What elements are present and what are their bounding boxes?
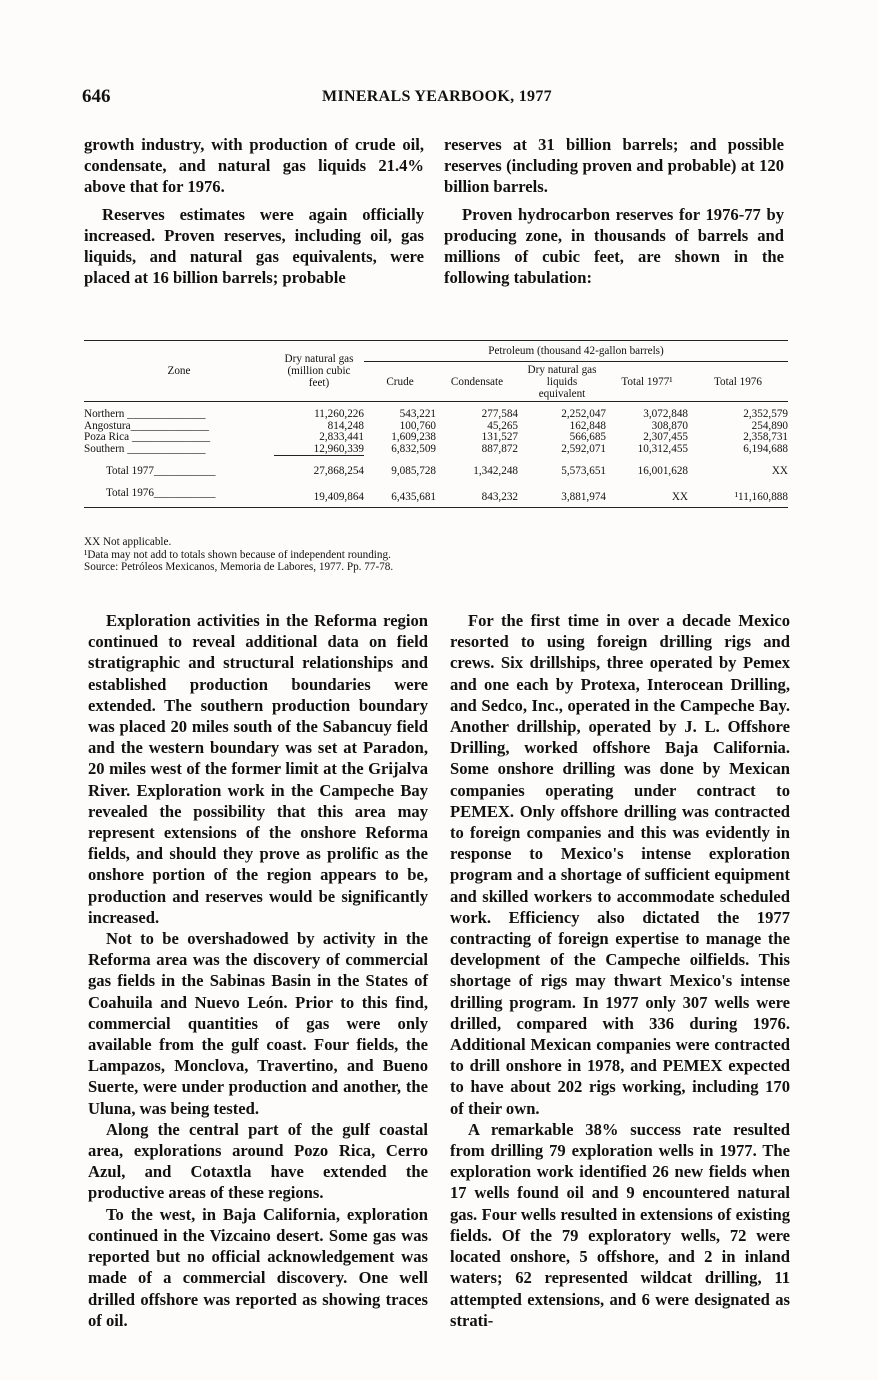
table-row: Angostura______________ 814,248 100,760 45,265 162,848 308,870 254,890	[84, 419, 788, 432]
paragraph: Along the central part of the gulf coastal area, explorations around Pozo Rica, Cerro Azul, and Cotaxtla have extended the productive areas of these regions.	[88, 1119, 428, 1203]
top-right-column	[444, 134, 784, 288]
table-row: Southern ______________ 12,960,339 6,832,509 887,872 2,592,071 10,312,455 6,194,688	[84, 442, 788, 455]
paragraph: reserves at 31 billion barrels; and possible reserves (including proven and probable) at 120 billion barrels.	[444, 135, 784, 197]
zone-header: Zone	[84, 341, 274, 402]
top-left-column	[84, 134, 424, 288]
gas-header: Dry natural gas (million cubic feet)	[274, 341, 364, 402]
paragraph: To the west, in Baja California, exploration continued in the Vizcaino desert. Some gas was reported but no official acknowledgement was made of a commercial discovery. One well drilled offshore was reported as showing traces of oil.	[88, 1204, 428, 1330]
rounding-footnote: ¹Data may not add to totals shown because of independent rounding.	[84, 548, 391, 561]
table-row: Northern ______________ 11,260,226 543,221 277,584 2,252,047 3,072,848 2,352,579	[84, 408, 788, 420]
page-number: 646	[82, 86, 111, 107]
paragraph: growth industry, with production of crude oil, condensate, and natural gas liquids 21.4% above that for 1976.	[84, 135, 424, 197]
petroleum-header: Petroleum (thousand 42-gallon barrels)	[364, 341, 788, 362]
total-1976-header: Total 1976	[688, 362, 788, 402]
reserves-table	[84, 340, 788, 508]
na-note: XX Not applicable.	[84, 536, 172, 548]
table-notes	[84, 536, 393, 574]
paragraph: Not to be overshadowed by activity in the Reforma area was the discovery of commercial gas fields in the Sabinas Basin in the States of Coahuila and Nuevo León. Prior to this find, commercial quantities of gas were only available from the gulf coast. Four fields, the Lampazos, Monclova, Travertino, and Bueno Suerte, were under production and another, the Uluna, was being tested.	[88, 929, 428, 1118]
ngl-header: Dry natural gas liquids equivalent	[518, 362, 606, 402]
condensate-header: Condensate	[436, 362, 518, 402]
table-row: Poza Rica ______________ 2,833,441 1,609,238 131,527 566,685 2,307,455 2,358,731	[84, 431, 788, 443]
paragraph: Reserves estimates were again officially increased. Proven reserves, including oil, gas liquids, and natural gas equivalents, were placed at 16 billion barrels; probable	[84, 204, 424, 288]
total-1976-row: Total 1976___________ 19,409,864 6,435,681 843,232 3,881,974 XX ¹11,160,888	[84, 478, 788, 508]
paragraph: Exploration activities in the Reforma region continued to reveal additional data on field stratigraphic and structural relationships and established production boundaries were extended. The southern production boundary was placed 20 miles south of the Sabancuy field and the western boundary was set at Paradon, 20 miles west of the former limit at the Grijalva River. Exploration work in the Campeche Bay revealed the possibility that this area may represent extensions of the onshore Reforma fields, and should they prove as prolific as the onshore portion of the region appears to be, production and reserves would be significantly increased.	[88, 611, 428, 927]
total-1977-row: Total 1977___________ 27,868,254 9,085,728 1,342,248 5,573,651 16,001,628 XX	[106, 464, 788, 477]
bottom-right-column	[450, 610, 790, 1331]
page-header	[82, 86, 792, 112]
source-note: Source: Petróleos Mexicanos, Memoria de Labores, 1977. Pp. 77-78.	[84, 561, 394, 573]
paragraph: Proven hydrocarbon reserves for 1976-77 by producing zone, in thousands of barrels and millions of cubic feet, are shown in the following tabulation:	[444, 204, 784, 288]
running-title: MINERALS YEARBOOK, 1977	[322, 88, 552, 105]
paragraph: A remarkable 38% success rate resulted from drilling 79 exploration wells in 1977. The exploration work identified 26 new fields when 17 wells found oil and 9 encountered natural gas. Four wells resulted in extensions of existing fields. Of the 79 exploratory wells, 72 were located onshore, 5 offshore, and 2 in inland waters; 62 represented wildcat drilling, 11 attempted extensions, and 6 were designated as strati-	[450, 1119, 790, 1330]
bottom-left-column	[88, 610, 428, 1331]
total-1977-header: Total 1977¹	[606, 362, 688, 402]
crude-header: Crude	[364, 362, 436, 402]
paragraph: For the first time in over a decade Mexico resorted to using foreign drilling rigs and crews. Six drillships, three operated by Pemex and one each by Protexa, Interocean Drilling, and Sedco, Inc., operated in the Campeche Bay. Another drillship, operated by J. L. Offshore Drilling, worked offshore Baja California. Some onshore drilling was done by Mexican companies operating under contract to PEMEX. Only offshore drilling was contracted to foreign companies and this was evidently in response to Mexico's intense exploration program and a shortage of sufficient equipment and skilled workers to accommodate scheduled work. Efficiency also dictated the 1977 contracting of foreign expertise to manage the development of the Campeche oilfields. This shortage of rigs may thwart Mexico's intense drilling program. In 1977 only 307 wells were drilled, compared with 336 during 1976. Additional Mexican companies were contracted to drill onshore in 1978, and PEMEX expected to have about 202 rigs working, including 170 of their own.	[450, 611, 790, 1118]
